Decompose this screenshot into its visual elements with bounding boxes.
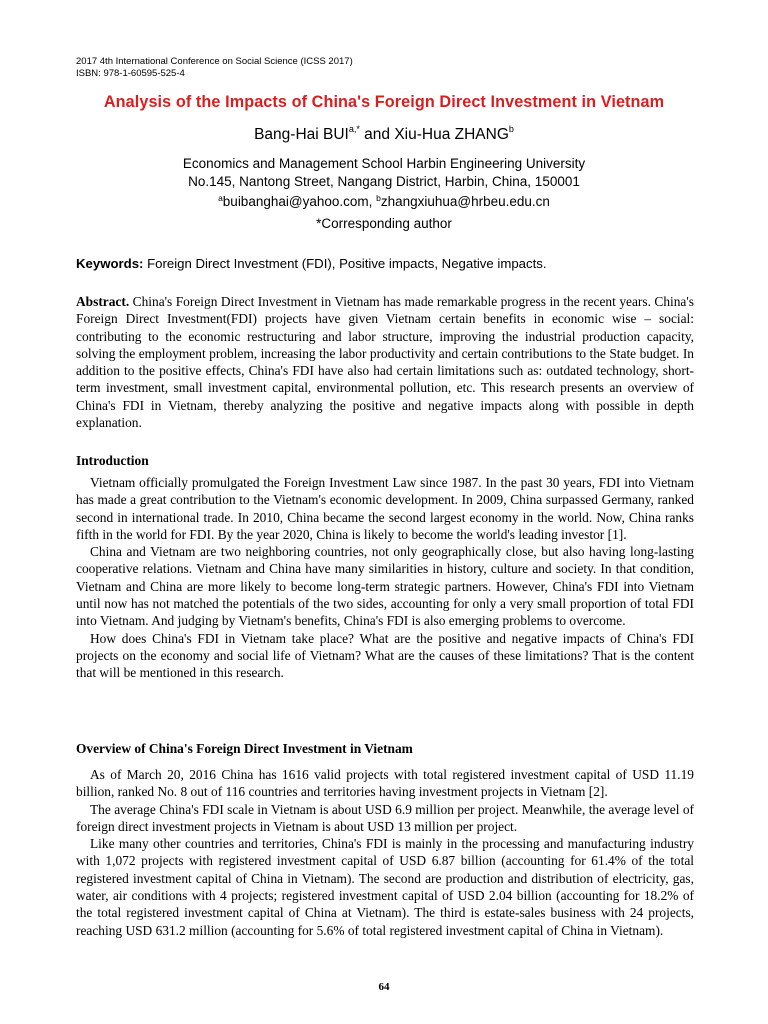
authors bbox=[0, 126, 768, 144]
author-2-sup: b bbox=[508, 124, 514, 134]
author-connector: and bbox=[359, 126, 395, 143]
email-b: zhangxiuhua@hrbeu.edu.cn bbox=[380, 194, 550, 209]
keywords bbox=[76, 256, 696, 271]
conference-header bbox=[76, 56, 353, 80]
affiliation-line-2: No.145, Nantong Street, Nangang District, Harbin, China, 150001 bbox=[188, 174, 580, 189]
corresponding-author: *Corresponding author bbox=[316, 216, 452, 231]
affiliation bbox=[0, 155, 768, 191]
keywords-text: Foreign Direct Investment (FDI), Positive impacts, Negative impacts. bbox=[143, 256, 547, 271]
author-emails bbox=[0, 194, 768, 209]
intro-paragraph-3: How does China's FDI in Vietnam take place? What are the positive and negative impacts of China's FDI projects on the economy and social life of Vietnam? What are the causes of these limitations? That is the content that will be mentioned in this research. bbox=[76, 630, 694, 681]
paper-title: Analysis of the Impacts of China's Foreign Direct Investment in Vietnam bbox=[103, 93, 665, 111]
overview-paragraph-1: As of March 20, 2016 China has 1616 valid projects with total registered investment capital of USD 11.19 billion, ranked No. 8 out of 116 countries and territories having investment projects in Vietnam [2]. bbox=[76, 767, 694, 800]
author-1: Bang-Hai BUI bbox=[254, 126, 349, 143]
page-number: 64 bbox=[378, 981, 390, 993]
abstract-label: Abstract. bbox=[76, 294, 130, 309]
overview-heading: Overview of China's Foreign Direct Investment in Vietnam bbox=[76, 741, 413, 756]
abstract-text: China's Foreign Direct Investment in Vietnam has made remarkable progress in the recent years. China's Foreign Direct Investment(FDI) projects have given Vietnam certain benefits in economic wise – social: contributing to the economic restructuring and labor structure, improving the industrial production capacity, solving the employment problem, increasing the labor productivity and certain contributions to the State budget. In addition to the positive effects, China's FDI have also had certain limitations such as: outdated technology, short-term investment, small investment capital, environmental pollution, etc. This research presents an overview of China's FDI in Vietnam, thereby analyzing the positive and negative impacts along with possible in depth explanation. bbox=[76, 294, 698, 431]
abstract bbox=[76, 293, 698, 431]
overview-body bbox=[76, 766, 694, 939]
affiliation-line-1: Economics and Management School Harbin Engineering University bbox=[182, 156, 586, 171]
introduction-heading: Introduction bbox=[76, 453, 149, 468]
email-a-sup: a bbox=[218, 193, 223, 203]
email-a: buibanghai@yahoo.com, bbox=[222, 194, 377, 209]
introduction-body bbox=[76, 474, 694, 682]
isbn: ISBN: 978-1-60595-525-4 bbox=[76, 68, 185, 79]
conference-name: 2017 4th International Conference on Social Science (ICSS 2017) bbox=[76, 56, 353, 67]
email-b-sup: b bbox=[376, 193, 381, 203]
author-2: Xiu-Hua ZHANG bbox=[394, 126, 509, 143]
intro-paragraph-1: Vietnam officially promulgated the Foreign Investment Law since 1987. In the past 30 years, FDI into Vietnam has made a great contribution to the Vietnam's economic development. In 2009, China surpassed Germany, ranked second in international trade. In 2010, China became the second largest economy in the world. Now, China ranks fifth in the world for FDI. By the year 2020, China is likely to become the world's leading investor [1]. bbox=[76, 475, 694, 542]
overview-paragraph-3: Like many other countries and territories, China's FDI is mainly in the processing and manufacturing industry with 1,072 projects with registered investment capital of USD 6.87 billion (accounting for 61.4% of the total registered investment capital of China in Vietnam). The second are production and distribution of electricity, gas, water, air conditions with 4 projects; registered investment capital of USD 2.04 billion (accounting for 18.2% of the total registered investment capital of China at Vietnam). The third is estate-sales business with 24 projects, reaching USD 631.2 million (accounting for 5.6% of total registered investment capital of China in Vietnam). bbox=[76, 836, 694, 938]
overview-paragraph-2: The average China's FDI scale in Vietnam is about USD 6.9 million per project. Meanwhile, the average level of foreign direct investment projects in Vietnam is about USD 13 million per project. bbox=[76, 801, 694, 834]
intro-paragraph-2: China and Vietnam are two neighboring countries, not only geographically close, but also having long-lasting cooperative relations. Vietnam and China have many similarities in history, culture and society. In that condition, Vietnam and China are more likely to become long-term strategic partners. However, China's FDI into Vietnam until now has not matched the potentials of the two sides, accounting for only a very small proportion of total FDI into Vietnam. And judging by Vietnam's benefits, China's FDI is also emerging problems to overcome. bbox=[76, 544, 694, 629]
keywords-label: Keywords: bbox=[76, 256, 144, 271]
author-1-sup: a,* bbox=[348, 124, 360, 134]
